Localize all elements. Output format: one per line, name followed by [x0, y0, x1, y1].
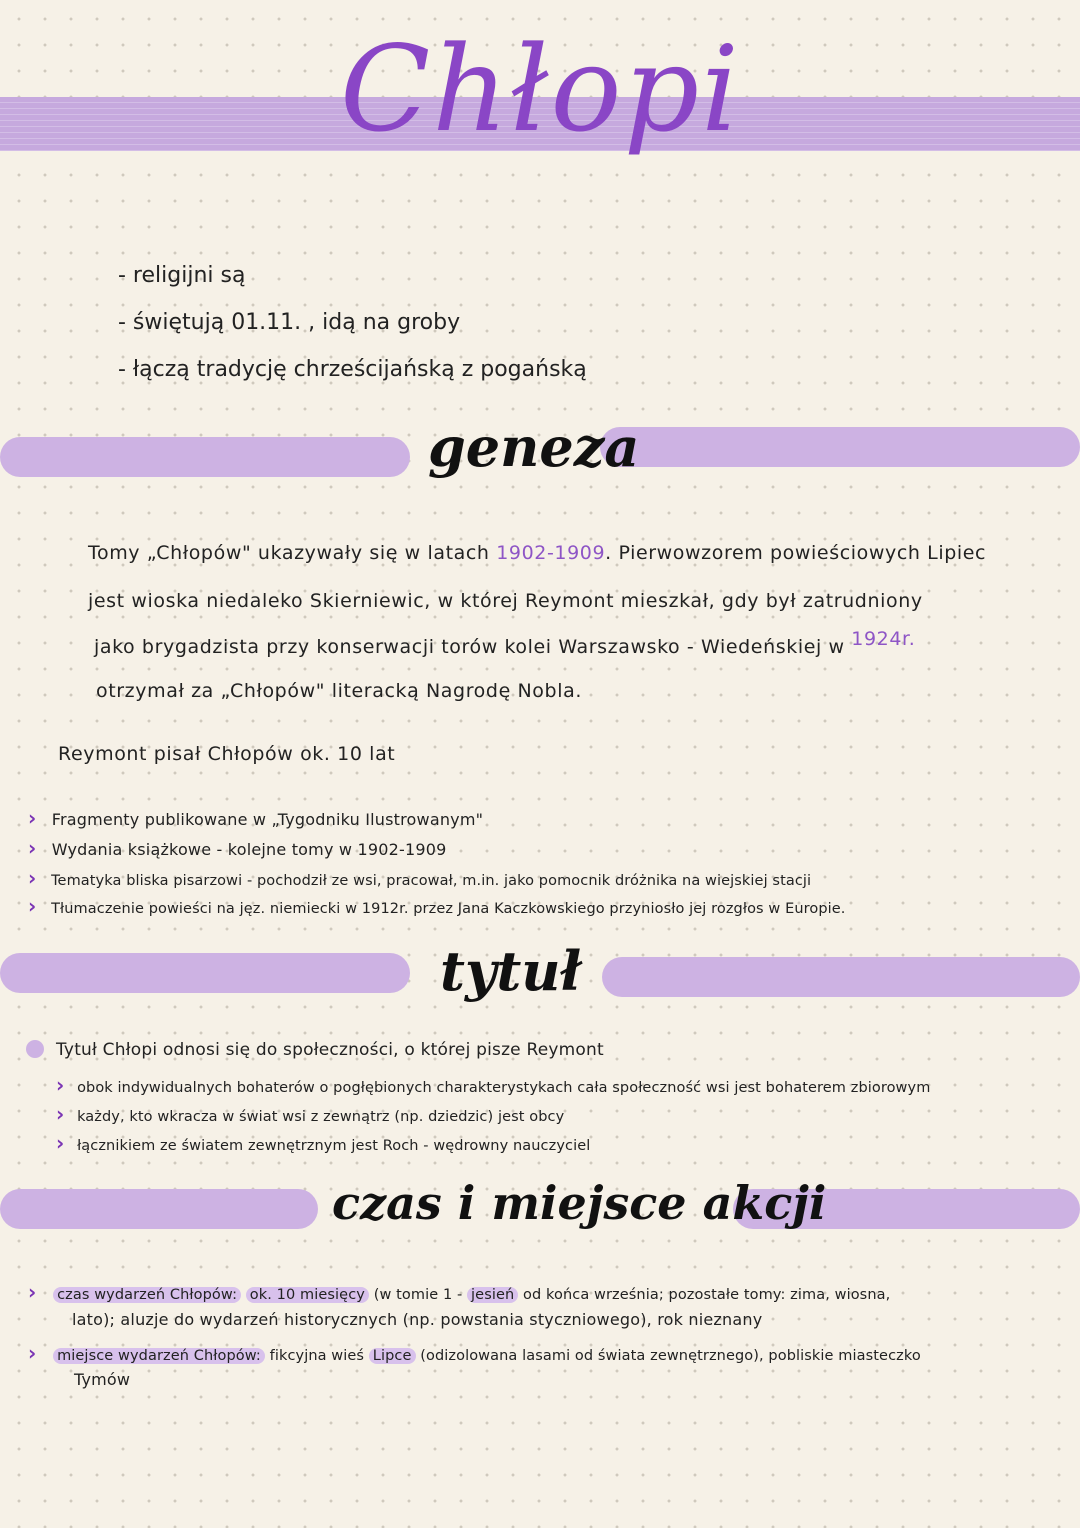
intro-bullet-1: - religijni są [118, 263, 246, 288]
geneza-band-right [600, 427, 1080, 467]
czas-item-1-duration: ok. 10 miesięcy [246, 1287, 369, 1303]
chevron-right-icon: › [56, 1131, 65, 1155]
czas-item-1-line-2: lato); aluzje do wydarzeń historycznych (np. powstania styczniowego), rok nieznany [72, 1310, 763, 1329]
geneza-heading: geneza [428, 415, 640, 479]
chevron-right-icon: › [28, 866, 37, 890]
czas-item-2-mid: fikcyjna wieś [269, 1348, 365, 1364]
geneza-item-1-text: Fragmenty publikowane w „Tygodniku Ilustrowanym" [51, 810, 484, 829]
geneza-item-3-text: Tematyka bliska pisarzowi - pochodził ze wsi, pracował, m.in. jako pomocnik dróżnika na wiejskiej stacji [51, 873, 812, 889]
intro-bullet-3: - łączą tradycję chrześcijańską z pogańską [118, 357, 587, 382]
geneza-line-1-rest: . Pierwowzorem powieściowych Lipiec [605, 542, 987, 564]
czas-item-2 [28, 1341, 921, 1365]
tytul-item-2 [56, 1102, 564, 1126]
czas-heading: czas i miejsce akcji [332, 1176, 827, 1230]
czas-item-2-place: Lipce [369, 1348, 416, 1364]
czas-item-2-label: miejsce wydarzeń Chłopów: [53, 1348, 265, 1364]
geneza-year-1924: 1924r. [851, 628, 916, 650]
czas-item-2-rest: (odizolowana lasami od świata zewnętrznego), pobliskie miasteczko [420, 1348, 921, 1364]
czas-item-1-rest: od końca września; pozostałe tomy: zima, wiosna, [523, 1287, 891, 1303]
intro-bullet-2: - świętują 01.11. , idą na groby [118, 310, 461, 335]
chevron-right-icon: › [56, 1102, 65, 1126]
czas-item-1-mid: (w tomie 1 - [373, 1287, 463, 1303]
chevron-right-icon: › [28, 806, 37, 830]
geneza-note: Reymont pisał Chłopów ok. 10 lat [58, 743, 396, 765]
bullet-dot-icon [26, 1040, 44, 1058]
czas-item-2-line-2: Tymów [74, 1370, 131, 1389]
geneza-item-1 [28, 806, 483, 830]
czas-band-left [0, 1189, 318, 1229]
geneza-line-4: otrzymał za „Chłopów" literacką Nagrodę Nobla. [96, 680, 582, 702]
geneza-item-3 [28, 866, 811, 890]
geneza-line-1-text: Tomy „Chłopów" ukazywały się w latach [88, 542, 490, 564]
tytul-item-1-text: obok indywidualnych bohaterów o pogłębionych charakterystykach cała społeczność wsi jest bohaterem zbiorowym [77, 1080, 931, 1096]
czas-item-1-label: czas wydarzeń Chłopów: [53, 1287, 241, 1303]
chevron-right-icon: › [28, 836, 37, 860]
tytul-item-2-text: każdy, kto wkracza w świat wsi z zewnątrz (np. dziedzic) jest obcy [77, 1109, 565, 1125]
tytul-item-3-text: łącznikiem ze światem zewnętrznym jest Roch - wędrowny nauczyciel [77, 1138, 591, 1154]
tytul-band-left [0, 953, 410, 993]
czas-item-1-season: jesień [467, 1287, 518, 1303]
tytul-item-3 [56, 1131, 590, 1155]
geneza-item-2-text: Wydania książkowe - kolejne tomy w 1902-1909 [51, 840, 447, 859]
chevron-right-icon: › [28, 1341, 37, 1365]
geneza-line-2: jest wioska niedaleko Skierniewic, w której Reymont mieszkał, gdy był zatrudniony [88, 590, 923, 612]
geneza-band-left [0, 437, 410, 477]
geneza-years: 1902-1909 [496, 542, 606, 564]
czas-item-1 [28, 1280, 890, 1304]
geneza-item-2 [28, 836, 446, 860]
geneza-item-4 [28, 894, 846, 918]
chevron-right-icon: › [56, 1073, 65, 1097]
page-title: Chłopi [340, 20, 741, 158]
tytul-lead: Tytuł Chłopi odnosi się do społeczności, o której pisze Reymont [56, 1040, 604, 1060]
geneza-item-4-text: Tłumaczenie powieści na jęz. niemiecki w 1912r. przez Jana Kaczkowskiego przyniosło jej rozgłos w Europie. [51, 901, 846, 917]
chevron-right-icon: › [28, 894, 37, 918]
geneza-line-1 [88, 542, 986, 564]
chevron-right-icon: › [28, 1280, 37, 1304]
tytul-heading: tytuł [440, 939, 582, 1003]
geneza-line-3 [94, 628, 916, 658]
geneza-line-3-text: jako brygadzista przy konserwacji torów kolei Warszawsko - Wiedeńskiej w [94, 636, 845, 658]
tytul-band-right [602, 957, 1080, 997]
tytul-item-1 [56, 1073, 930, 1097]
